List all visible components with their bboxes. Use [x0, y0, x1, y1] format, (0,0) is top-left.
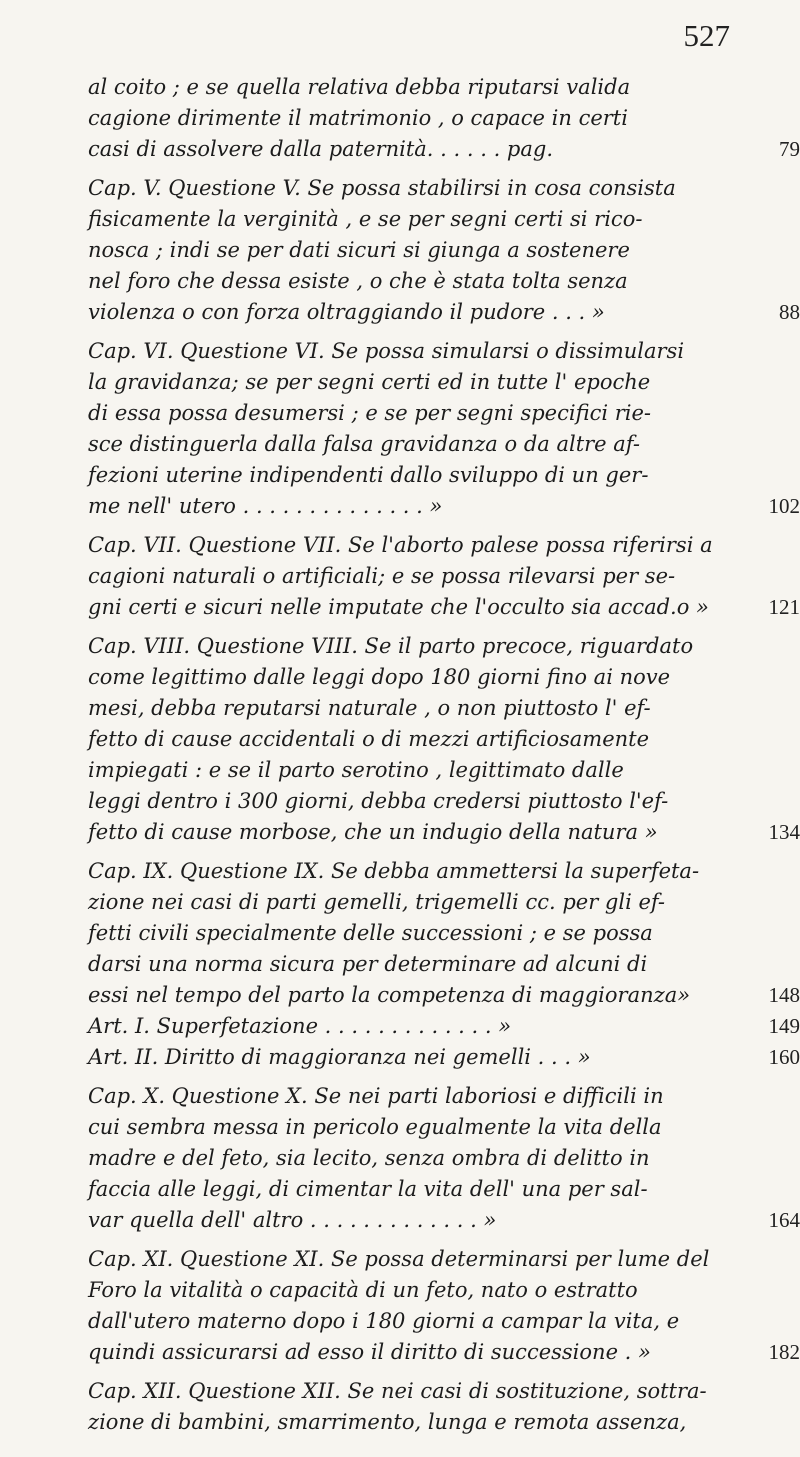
page-reference: 134	[768, 820, 800, 844]
toc-line: essi nel tempo del parto la competenza di maggioranza» 148	[88, 980, 718, 1011]
table-of-contents	[88, 72, 800, 1446]
toc-entry	[88, 173, 800, 328]
toc-entry	[88, 72, 800, 165]
page-reference: 88	[779, 300, 800, 324]
toc-line: faccia alle leggi, di cimentar la vita dell' una per sal-	[88, 1177, 648, 1201]
toc-line: quindi assicurarsi ad esso il diritto di successione . » 182	[88, 1337, 718, 1368]
toc-line: Cap. VII. Questione VII. Se l'aborto palese possa riferirsi a	[88, 533, 713, 557]
toc-line: Cap. XII. Questione XII. Se nei casi di sostituzione, sottra-	[88, 1379, 707, 1403]
toc-line: al coito ; e se quella relativa debba riputarsi valida	[88, 75, 631, 99]
toc-line: impiegati : e se il parto serotino , legittimato dalle	[88, 758, 624, 782]
toc-line: fetto di cause morbose, che un indugio della natura » 134	[88, 817, 718, 848]
page-reference: 148	[768, 983, 800, 1007]
toc-line: cagione dirimente il matrimonio , o capace in certi	[88, 106, 628, 130]
page-reference: 149	[768, 1014, 800, 1038]
toc-line: var quella dell' altro . . . . . . . . . . . . . » 164	[88, 1205, 718, 1236]
page-reference: 121	[768, 595, 800, 619]
toc-line: Cap. V. Questione V. Se possa stabilirsi in cosa consista	[88, 176, 676, 200]
toc-line: come legittimo dalle leggi dopo 180 giorni fino ai nove	[88, 665, 671, 689]
toc-line: zione nei casi di parti gemelli, trigemelli cc. per gli ef-	[88, 890, 666, 914]
page-reference: 160	[768, 1045, 800, 1069]
toc-entry	[88, 336, 800, 522]
toc-entry	[88, 1376, 718, 1438]
page-reference: 79	[779, 137, 800, 161]
toc-line: fisicamente la verginità , e se per segni certi si rico-	[88, 207, 643, 231]
toc-entry	[88, 1081, 800, 1236]
toc-line: Cap. VIII. Questione VIII. Se il parto precoce, riguardato	[88, 634, 694, 658]
toc-line: Cap. IX. Questione IX. Se debba ammettersi la superfeta-	[88, 859, 700, 883]
toc-line: dall'utero materno dopo i 180 giorni a campar la vita, e	[88, 1309, 680, 1333]
toc-line: fetto di cause accidentali o di mezzi artificiosamente	[88, 727, 650, 751]
toc-entry	[88, 1244, 800, 1368]
toc-line: zione di bambini, smarrimento, lunga e remota assenza,	[88, 1410, 687, 1434]
toc-line: violenza o con forza oltraggiando il pudore . . . » 88	[88, 297, 718, 328]
toc-line: fezioni uterine indipendenti dallo sviluppo di un ger-	[88, 463, 649, 487]
toc-line: fetti civili specialmente delle successioni ; e se possa	[88, 921, 653, 945]
page-reference: 182	[768, 1340, 800, 1364]
page-reference: 102	[768, 494, 800, 518]
toc-subentry: Art. I. Superfetazione . . . . . . . . . . . . . » 149	[88, 1011, 718, 1042]
toc-line: la gravidanza; se per segni certi ed in tutte l' epoche	[88, 370, 651, 394]
toc-line: leggi dentro i 300 giorni, debba credersi piuttosto l'ef-	[88, 789, 669, 813]
toc-line: gni certi e sicuri nelle imputate che l'occulto sia accad.o » 121	[88, 592, 718, 623]
toc-entry	[88, 856, 800, 1073]
toc-line: cui sembra messa in pericolo egualmente la vita della	[88, 1115, 662, 1139]
toc-line: me nell' utero . . . . . . . . . . . . . . » 102	[88, 491, 718, 522]
toc-line: cagioni naturali o artificiali; e se possa rilevarsi per se-	[88, 564, 676, 588]
toc-entry	[88, 631, 800, 848]
toc-line: Foro la vitalità o capacità di un feto, nato o estratto	[88, 1278, 638, 1302]
toc-line: nel foro che dessa esiste , o che è stata tolta senza	[88, 269, 628, 293]
toc-line: nosca ; indi se per dati sicuri si giunga a sostenere	[88, 238, 630, 262]
page-reference: 164	[768, 1208, 800, 1232]
toc-subentry: Art. II. Diritto di maggioranza nei gemelli . . . » 160	[88, 1042, 718, 1073]
toc-line: darsi una norma sicura per determinare ad alcuni di	[88, 952, 648, 976]
toc-line: Cap. XI. Questione XI. Se possa determinarsi per lume del	[88, 1247, 710, 1271]
toc-line: di essa possa desumersi ; e se per segni specifici rie-	[88, 401, 652, 425]
toc-line: Cap. VI. Questione VI. Se possa simularsi o dissimularsi	[88, 339, 685, 363]
toc-line: mesi, debba reputarsi naturale , o non piuttosto l' ef-	[88, 696, 651, 720]
page-number: 527	[683, 18, 730, 53]
toc-line: sce distinguerla dalla falsa gravidanza o da altre af-	[88, 432, 640, 456]
toc-line: madre e del feto, sia lecito, senza ombra di delitto in	[88, 1146, 650, 1170]
toc-line: Cap. X. Questione X. Se nei parti laboriosi e difficili in	[88, 1084, 664, 1108]
toc-line: casi di assolvere dalla paternità. . . . . . pag. 79	[88, 134, 718, 165]
toc-entry	[88, 530, 800, 623]
